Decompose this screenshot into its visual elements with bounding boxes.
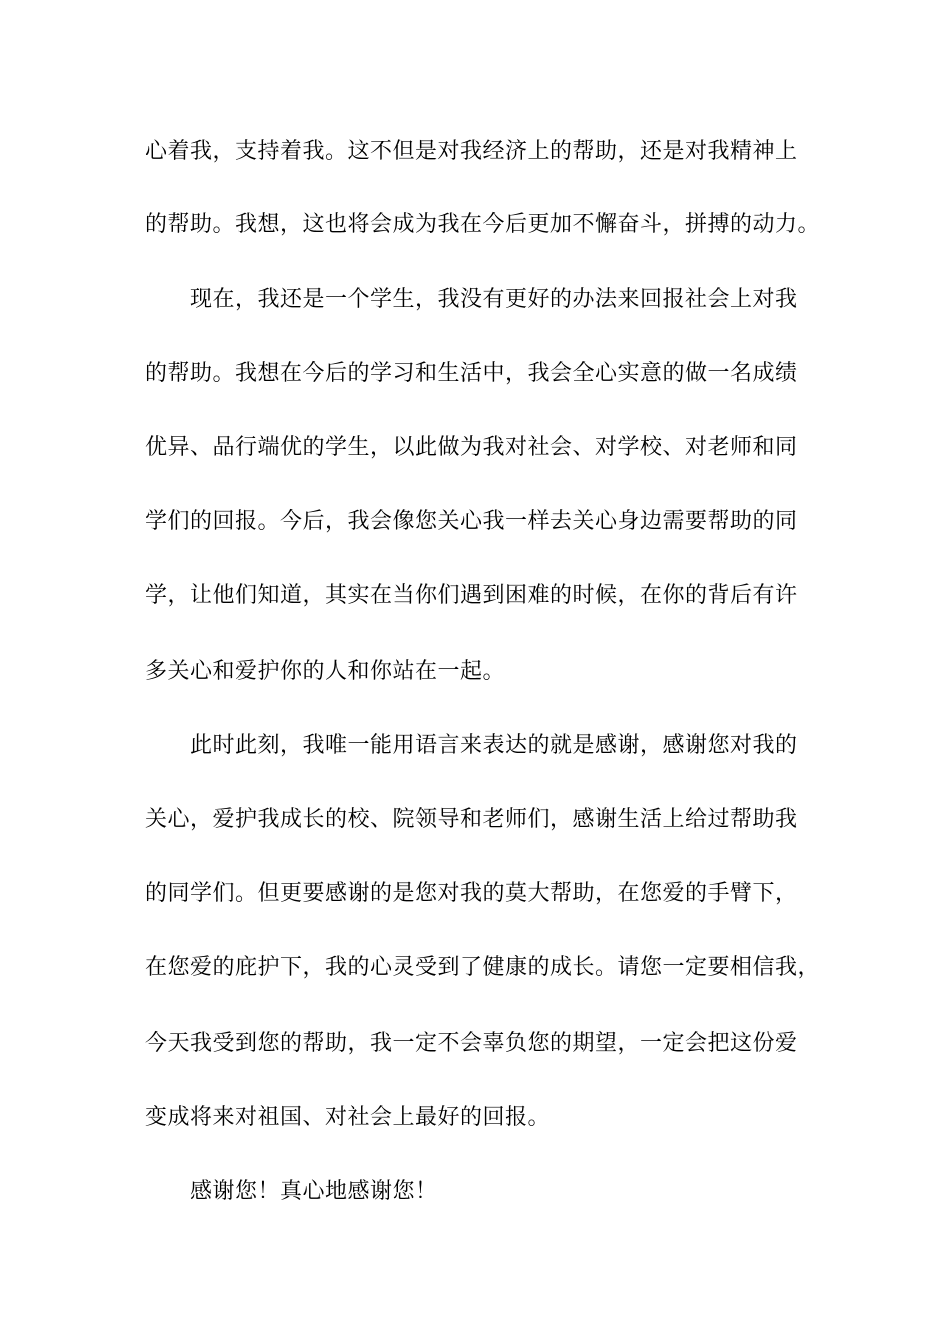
text-line: 今天我受到您的帮助，我一定不会辜负您的期望，一定会把这份爱 (145, 1031, 798, 1056)
text-line: 学，让他们知道，其实在当你们遇到困难的时候，在你的背后有许 (145, 583, 798, 608)
text-line: 优异、品行端优的学生，以此做为我对社会、对学校、对老师和同 (145, 435, 798, 460)
text-line: 的帮助。我想在今后的学习和生活中，我会全心实意的做一名成绩 (145, 361, 798, 386)
text-line: 关心，爱护我成长的校、院领导和老师们，感谢生活上给过帮助我 (145, 807, 798, 832)
closing-line: 感谢您！真心地感谢您！ (190, 1179, 438, 1204)
text-line: 的同学们。但更要感谢的是您对我的莫大帮助，在您爱的手臂下， (145, 881, 798, 906)
text-line: 变成将来对祖国、对社会上最好的回报。 (145, 1105, 551, 1130)
text-line: 心着我，支持着我。这不但是对我经济上的帮助，还是对我精神上 (145, 139, 798, 164)
paragraph-start: 现在，我还是一个学生，我没有更好的办法来回报社会上对我 (190, 287, 798, 312)
text-line: 在您爱的庇护下，我的心灵受到了健康的成长。请您一定要相信我， (145, 955, 821, 980)
text-line: 的帮助。我想，这也将会成为我在今后更加不懈奋斗，拼搏的动力。 (145, 212, 821, 237)
text-line: 多关心和爱护你的人和你站在一起。 (145, 659, 506, 684)
text-line: 学们的回报。今后，我会像您关心我一样去关心身边需要帮助的同 (145, 509, 798, 534)
paragraph-start: 此时此刻，我唯一能用语言来表达的就是感谢，感谢您对我的 (190, 733, 798, 758)
